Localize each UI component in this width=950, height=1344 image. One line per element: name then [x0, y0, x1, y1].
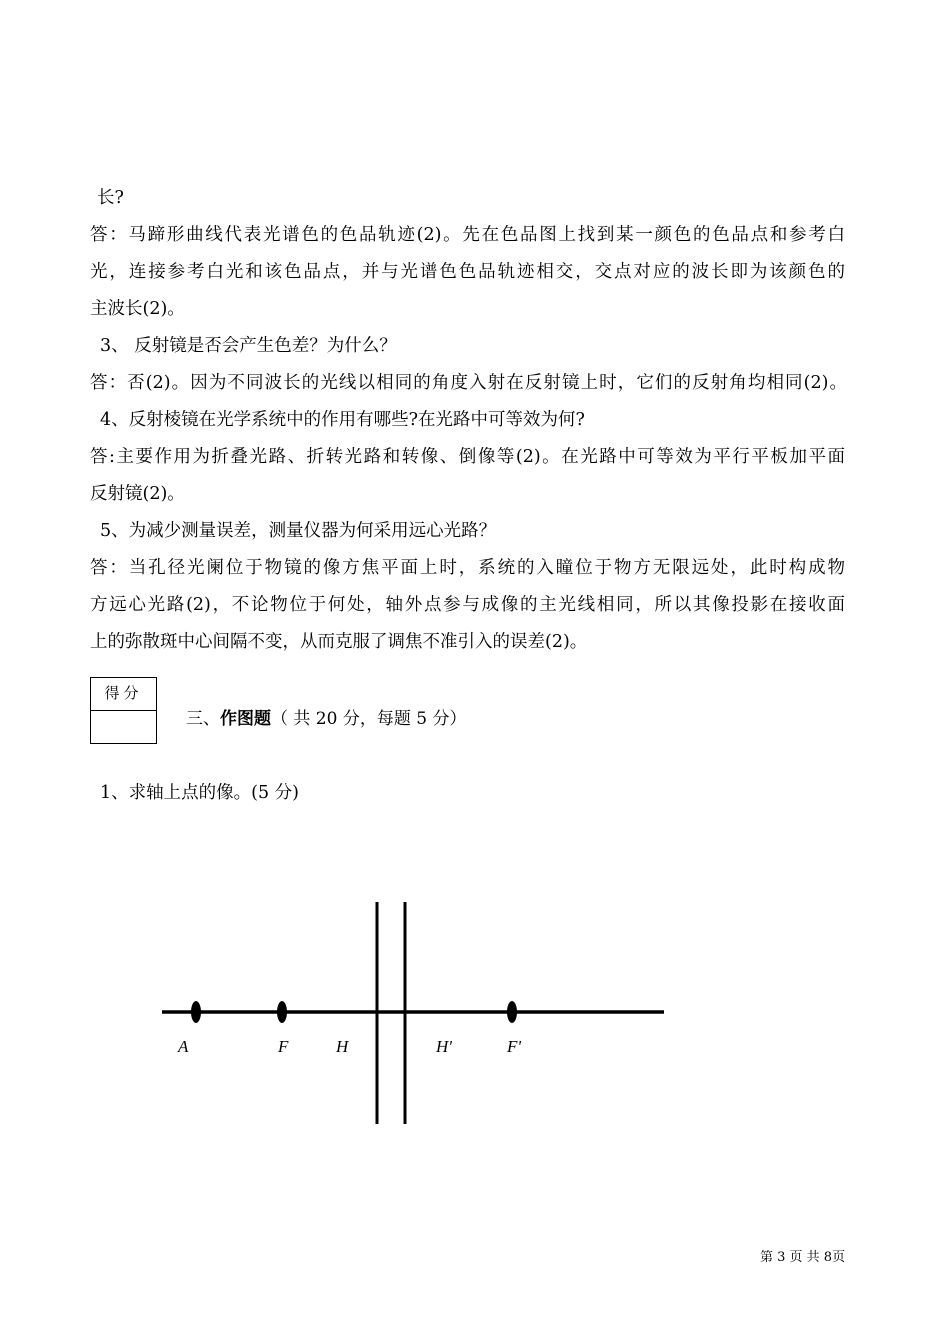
label-f: F: [278, 1037, 289, 1056]
section-3-prefix: 三、: [186, 709, 220, 729]
question-5: 5、为减少测量误差，测量仪器为何采用远心光路？: [100, 521, 497, 541]
answer-2-line-3: 主波长(2)。: [90, 299, 185, 319]
answer-5-line-1: 答：当孔径光阑位于物镜的像方焦平面上时，系统的入瞳位于物方无限远处，此时构成物: [90, 558, 845, 578]
question-3: 3、 反射镜是否会产生色差？为什么？: [100, 336, 397, 356]
answer-2-line-2: 光，连接参考白光和该色品点，并与光谱色色品轨迹相交，交点对应的波长即为该颜色的: [90, 262, 845, 282]
section-3-heading: 作图题: [220, 709, 271, 729]
q2-tail: 长?: [97, 188, 124, 208]
label-h-prime: H': [436, 1037, 452, 1056]
answer-2-line-1: 答：马蹄形曲线代表光谱色的色品轨迹(2)。先在色品图上找到某一颜色的色品点和参考白: [90, 225, 845, 245]
answer-4-line-1: 答:主要作用为折叠光路、折转光路和转像、倒像等(2)。在光路中可等效为平行平板加平面: [90, 447, 845, 467]
point-a-marker: [191, 1001, 201, 1023]
page-footer: 第 3 页 共 8页: [760, 1250, 846, 1265]
question-1: 1、求轴上点的像。(5 分): [100, 783, 299, 803]
answer-3: 答：否(2)。因为不同波长的光线以相同的角度入射在反射镜上时，它们的反射角均相同(2)。: [90, 373, 847, 393]
answer-5-line-3: 上的弥散斑中心间隔不变，从而克服了调焦不准引入的误差(2)。: [90, 632, 588, 652]
label-a: A: [178, 1037, 189, 1056]
focal-point-f-marker: [277, 1001, 287, 1023]
answer-5-line-2: 方远心光路(2)，不论物位于何处，轴外点参与成像的主光线相同，所以其像投影在接收面: [90, 595, 845, 615]
focal-point-f-prime-marker: [507, 1001, 517, 1023]
label-h: H: [336, 1037, 349, 1056]
section-3-suffix: （ 共 20 分，每题 5 分）: [271, 709, 467, 729]
label-f-prime: F': [507, 1037, 522, 1056]
score-box-header: 得分: [91, 678, 156, 711]
question-4: 4、反射棱镜在光学系统中的作用有哪些?在光路中可等效为何?: [100, 410, 585, 430]
answer-4-line-2: 反射镜(2)。: [90, 484, 185, 504]
